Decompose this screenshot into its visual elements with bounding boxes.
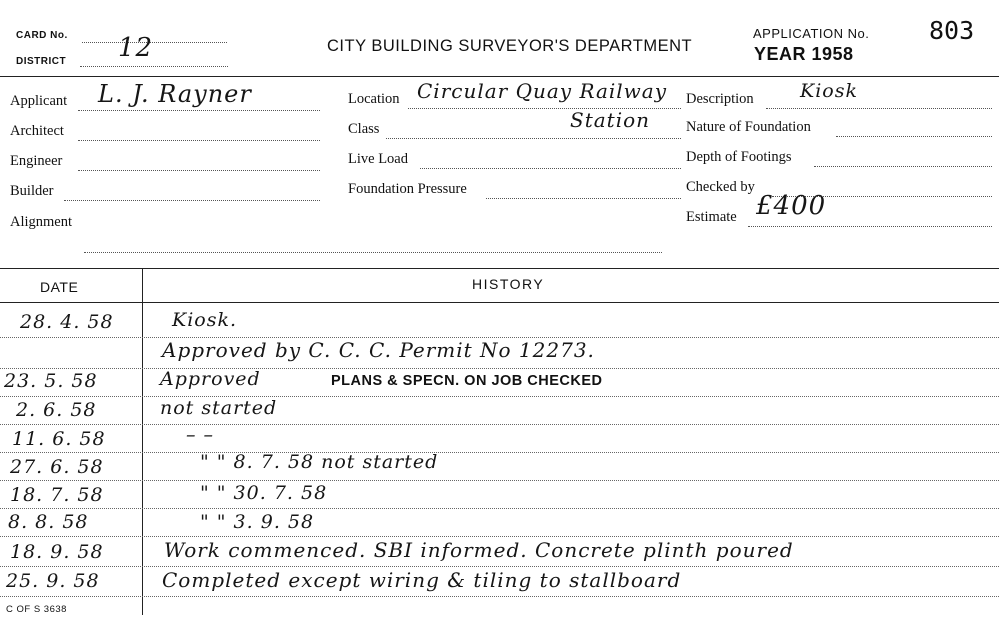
history-top-border: [0, 268, 999, 269]
district-value: 12: [118, 33, 154, 63]
history-entry: not started: [160, 397, 278, 419]
applicant-value: L. J. Rayner: [98, 80, 252, 108]
row-separator: [0, 396, 999, 397]
history-date: 11. 6. 58: [12, 428, 106, 450]
form-code: C OF S 3638: [6, 604, 67, 615]
location-value-continued: Station: [570, 108, 651, 132]
foundation-pressure-line: [486, 198, 681, 199]
date-header: DATE: [40, 279, 79, 295]
history-header: HISTORY: [472, 276, 545, 292]
description-value: Kiosk: [800, 80, 858, 102]
history-date: 18. 9. 58: [10, 541, 104, 563]
history-date: 23. 5. 58: [4, 370, 98, 392]
location-value: Circular Quay Railway: [417, 79, 668, 103]
builder-label: Builder: [10, 183, 54, 199]
depth-of-footings-label: Depth of Footings: [686, 149, 792, 165]
row-separator: [0, 508, 999, 509]
history-date: 8. 8. 58: [8, 511, 89, 533]
history-entry: " " 3. 9. 58: [200, 511, 315, 533]
estimate-label: Estimate: [686, 209, 737, 225]
description-label: Description: [686, 91, 754, 107]
architect-label: Architect: [10, 123, 64, 139]
history-date: 28. 4. 58: [20, 311, 114, 333]
history-date: 18. 7. 58: [10, 484, 104, 506]
history-entry: – –: [186, 424, 215, 446]
card-no-line: [82, 42, 227, 43]
engineer-label: Engineer: [10, 153, 63, 169]
row-separator: [0, 368, 999, 369]
header-divider: [0, 76, 999, 77]
estimate-value: £400: [756, 191, 827, 221]
location-label: Location: [348, 91, 400, 107]
architect-line: [78, 140, 320, 141]
alignment-label: Alignment: [10, 214, 73, 230]
history-entry: " " 8. 7. 58 not started: [200, 451, 439, 473]
card-no-label: CARD No.: [16, 30, 68, 41]
live-load-label: Live Load: [348, 151, 408, 167]
plans-checked-stamp: PLANS & SPECN. ON JOB CHECKED: [331, 373, 603, 389]
description-line: [766, 108, 992, 109]
history-entry: Completed except wiring & tiling to stallboard: [162, 568, 682, 592]
history-entry: Work commenced. SBI informed. Concrete plinth poured: [164, 538, 794, 562]
foundation-pressure-label: Foundation Pressure: [348, 181, 467, 197]
builder-line: [64, 200, 320, 201]
live-load-line: [420, 168, 681, 169]
nature-of-foundation-label: Nature of Foundation: [686, 119, 811, 135]
row-separator: [0, 596, 999, 597]
history-date: 2. 6. 58: [16, 399, 97, 421]
application-no-label: APPLICATION No.: [753, 26, 870, 41]
department-title: CITY BUILDING SURVEYOR'S DEPARTMENT: [327, 37, 693, 55]
district-label: DISTRICT: [16, 56, 67, 67]
engineer-line: [78, 170, 320, 171]
district-line: [80, 66, 228, 67]
checked-by-label: Checked by: [686, 179, 755, 195]
applicant-line: [78, 110, 320, 111]
estimate-line: [748, 226, 992, 227]
history-entry: Approved by C. C. C. Permit No 12273.: [162, 338, 595, 362]
alignment-line: [84, 252, 662, 253]
row-separator: [0, 536, 999, 537]
history-header-divider: [0, 302, 999, 303]
class-label: Class: [348, 121, 380, 137]
class-line: [386, 138, 681, 139]
depth-of-footings-line: [814, 166, 992, 167]
history-entry: Approved: [160, 368, 261, 390]
history-date: 27. 6. 58: [10, 456, 104, 478]
application-number: 803: [929, 16, 975, 45]
year-label: YEAR 1958: [754, 44, 854, 64]
row-separator: [0, 566, 999, 567]
row-separator: [0, 452, 999, 453]
applicant-label: Applicant: [10, 93, 68, 109]
history-entry: " " 30. 7. 58: [200, 482, 328, 504]
row-separator: [0, 480, 999, 481]
row-separator: [0, 424, 999, 425]
history-entry: Kiosk.: [172, 309, 238, 331]
history-date: 25. 9. 58: [6, 570, 100, 592]
nature-of-foundation-line: [836, 136, 992, 137]
